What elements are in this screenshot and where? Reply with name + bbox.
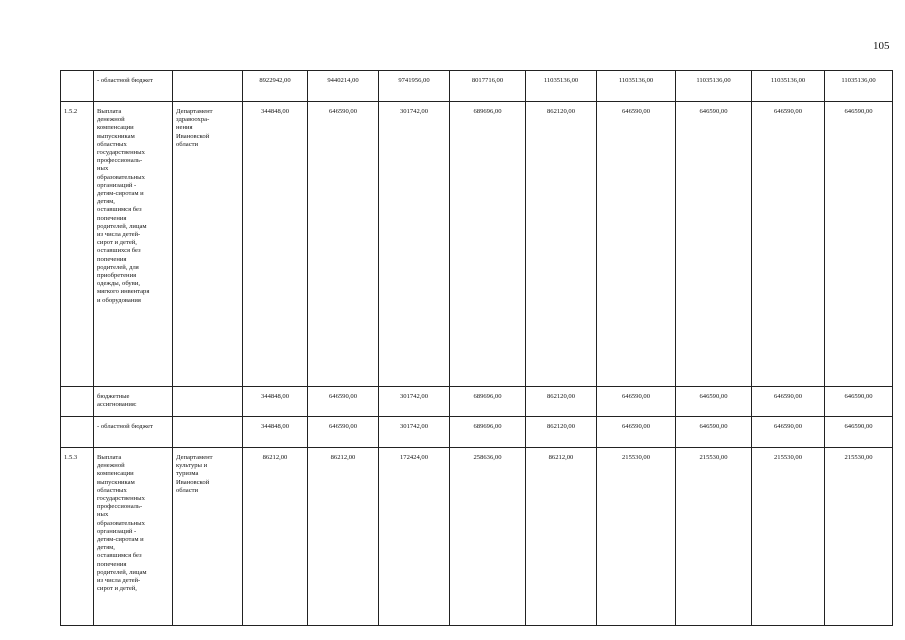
row-code-cell xyxy=(61,417,94,448)
value-cell: 11035136,00 xyxy=(752,71,825,102)
value-cell: 646590,00 xyxy=(676,102,752,387)
value-cell: 215530,00 xyxy=(825,448,893,626)
budget-table xyxy=(60,70,893,626)
value-cell: 11035136,00 xyxy=(825,71,893,102)
value-cell: 86212,00 xyxy=(243,448,308,626)
value-cell: 646590,00 xyxy=(752,387,825,417)
value-cell: 689696,00 xyxy=(450,102,526,387)
row-executor-cell: Департамент культуры и туризма Ивановской области xyxy=(173,448,243,626)
value-cell: 646590,00 xyxy=(597,417,676,448)
value-cell: 11035136,00 xyxy=(526,71,597,102)
value-cell: 86212,00 xyxy=(526,448,597,626)
row-code-cell xyxy=(61,387,94,417)
value-cell: 689696,00 xyxy=(450,417,526,448)
row-code-cell: 1.5.3 xyxy=(61,448,94,626)
row-code-cell xyxy=(61,71,94,102)
value-cell: 344848,00 xyxy=(243,387,308,417)
table-row xyxy=(61,417,893,448)
value-cell: 646590,00 xyxy=(825,417,893,448)
value-cell: 646590,00 xyxy=(752,102,825,387)
value-cell: 646590,00 xyxy=(308,417,379,448)
row-code-cell: 1.5.2 xyxy=(61,102,94,387)
row-executor-cell xyxy=(173,417,243,448)
value-cell: 646590,00 xyxy=(597,102,676,387)
row-executor-cell: Департамент здравоохра- нения Ивановской области xyxy=(173,102,243,387)
value-cell: 862120,00 xyxy=(526,102,597,387)
value-cell: 8922942,00 xyxy=(243,71,308,102)
row-name-cell: - областной бюджет xyxy=(94,417,173,448)
row-name-cell: бюджетные ассигнования: xyxy=(94,387,173,417)
value-cell: 689696,00 xyxy=(450,387,526,417)
table-row xyxy=(61,448,893,626)
row-name-cell: Выплата денежной компенсации выпускникам областных государственных профессиональ- ных образовательных организаций - детям-сиротам и детям, оставшимся без попечения родителей, лицам из числа детей- сирот и детей, оставшихся без попечения родителей, для приобретения одежды, обуви, мягкого инвентаря и оборудования xyxy=(94,102,173,387)
value-cell: 215530,00 xyxy=(676,448,752,626)
value-cell: 172424,00 xyxy=(379,448,450,626)
value-cell: 646590,00 xyxy=(308,387,379,417)
value-cell: 344848,00 xyxy=(243,417,308,448)
value-cell: 862120,00 xyxy=(526,387,597,417)
value-cell: 8017716,00 xyxy=(450,71,526,102)
value-cell: 862120,00 xyxy=(526,417,597,448)
value-cell: 646590,00 xyxy=(597,387,676,417)
value-cell: 258636,00 xyxy=(450,448,526,626)
value-cell: 301742,00 xyxy=(379,417,450,448)
table-row xyxy=(61,71,893,102)
table-row xyxy=(61,387,893,417)
value-cell: 646590,00 xyxy=(825,102,893,387)
value-cell: 11035136,00 xyxy=(676,71,752,102)
value-cell: 301742,00 xyxy=(379,102,450,387)
value-cell: 344848,00 xyxy=(243,102,308,387)
value-cell: 646590,00 xyxy=(752,417,825,448)
value-cell: 9741956,00 xyxy=(379,71,450,102)
value-cell: 86212,00 xyxy=(308,448,379,626)
page-number: 105 xyxy=(873,40,890,52)
value-cell: 646590,00 xyxy=(825,387,893,417)
value-cell: 646590,00 xyxy=(308,102,379,387)
value-cell: 215530,00 xyxy=(752,448,825,626)
value-cell: 9440214,00 xyxy=(308,71,379,102)
value-cell: 646590,00 xyxy=(676,387,752,417)
row-name-cell: - областной бюджет xyxy=(94,71,173,102)
row-name-cell: Выплата денежной компенсации выпускникам областных государственных профессиональ- ных образовательных организаций - детям-сиротам и детям, оставшимся без попечения родителей, лицам из числа детей- сирот и детей, xyxy=(94,448,173,626)
value-cell: 215530,00 xyxy=(597,448,676,626)
value-cell: 646590,00 xyxy=(676,417,752,448)
table-row xyxy=(61,102,893,387)
row-executor-cell xyxy=(173,387,243,417)
value-cell: 11035136,00 xyxy=(597,71,676,102)
value-cell: 301742,00 xyxy=(379,387,450,417)
row-executor-cell xyxy=(173,71,243,102)
